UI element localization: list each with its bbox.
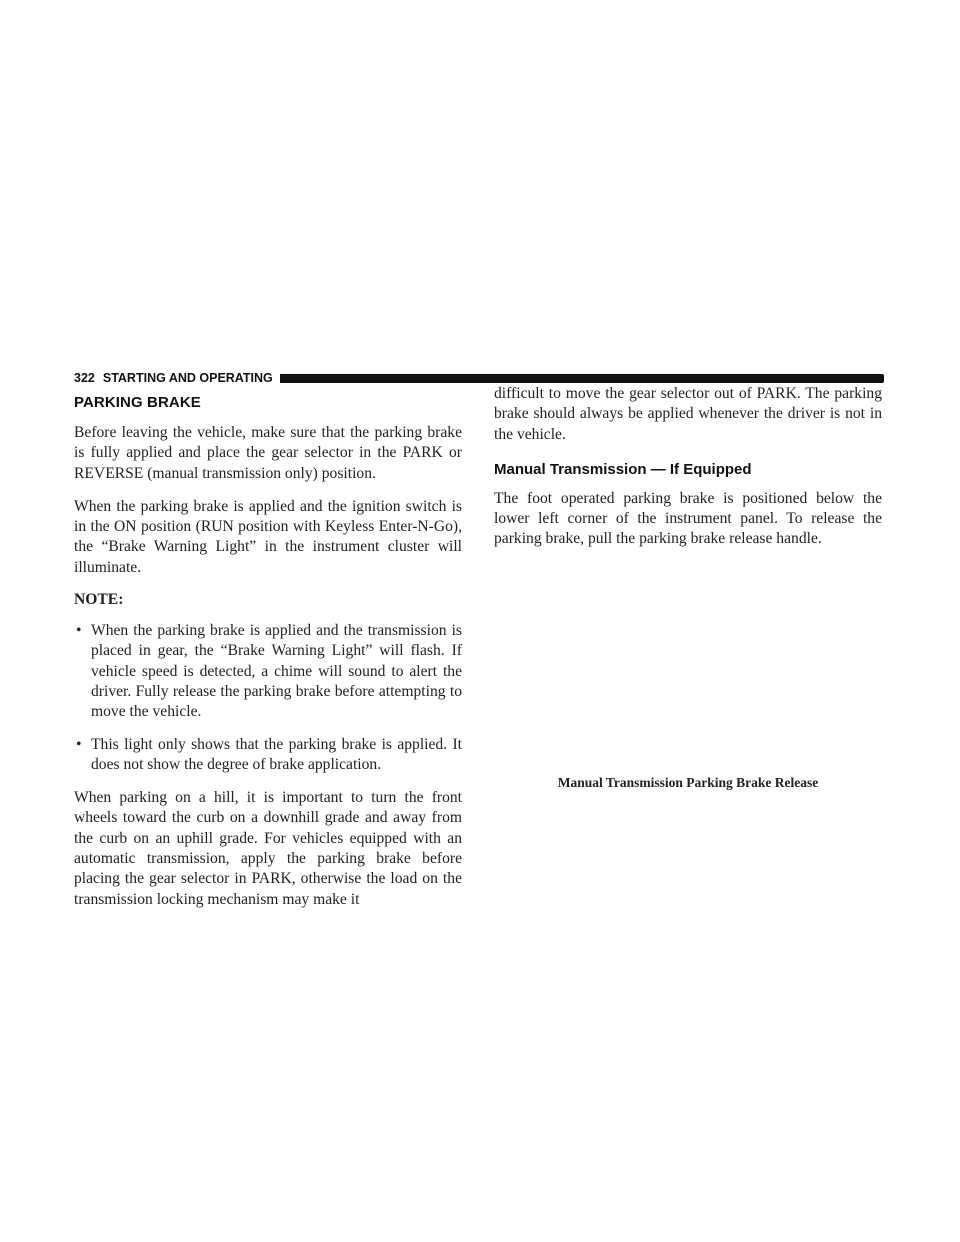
- list-item: [74, 621, 462, 722]
- list-item-text: When the parking brake is applied and the transmission is placed in gear, the “Brake Warning Light” will flash. If vehicle speed is detected, a chime will sound to alert the driver. Fully release the parking brake before attempting to move the vehicle.: [91, 622, 462, 721]
- bullet-icon: •: [76, 735, 82, 753]
- paragraph: When parking on a hill, it is important to turn the front wheels toward the curb on a downhill grade and away from the curb on an uphill grade. For vehicles equipped with an automatic transmission, apply the parking brake before placing the gear selector in PARK, otherwise the load on the transmission locking mechanism may make it: [74, 789, 462, 908]
- bullet-icon: •: [76, 622, 82, 640]
- paragraph: When the parking brake is applied and the ignition switch is in the ON position (RUN position with Keyless Enter-N-Go), the “Brake Warning Light” in the instrument cluster will illuminate.: [74, 497, 462, 576]
- list-item: [74, 735, 462, 776]
- figure-placeholder: [494, 560, 882, 770]
- right-column: [494, 384, 882, 563]
- figure-caption: Manual Transmission Parking Brake Release: [557, 775, 819, 790]
- page-number: 322: [74, 371, 95, 385]
- subsection-heading: Manual Transmission — If Equipped: [494, 460, 752, 478]
- paragraph: difficult to move the gear selector out of PARK. The parking brake should always be applied whenever the driver is not in the vehicle.: [494, 385, 882, 443]
- section-heading: PARKING BRAKE: [74, 394, 201, 411]
- section-title: STARTING AND OPERATING: [102, 371, 273, 385]
- header-rule: [280, 374, 884, 383]
- note-list: [74, 621, 462, 775]
- paragraph: Before leaving the vehicle, make sure that the parking brake is fully applied and place the gear selector in the PARK or REVERSE (manual transmission only) position.: [74, 424, 462, 482]
- left-column: [74, 394, 462, 923]
- paragraph: The foot operated parking brake is positioned below the lower left corner of the instrument panel. To release the parking brake, pull the parking brake release handle.: [494, 489, 882, 548]
- list-item-text: This light only shows that the parking brake is applied. It does not show the degree of brake application.: [91, 735, 462, 773]
- note-label: NOTE:: [74, 591, 124, 609]
